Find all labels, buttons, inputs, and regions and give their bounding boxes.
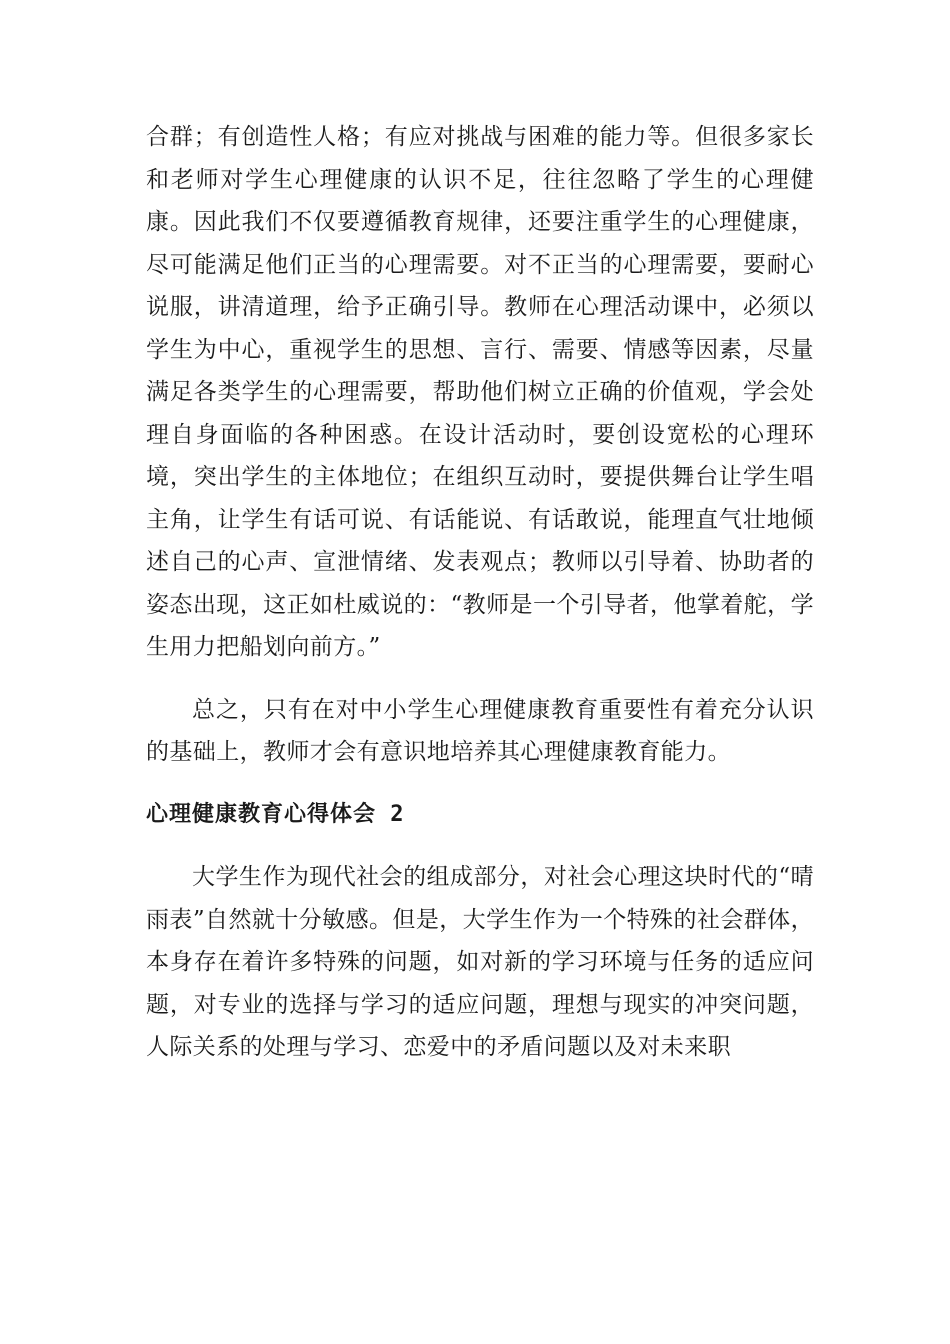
paragraph-conclusion: 总之，只有在对中小学生心理健康教育重要性有着充分认识的基础上，教师才会有意识地培养其心理健康教育能力。 xyxy=(146,696,814,765)
paragraph-section-intro: 大学生作为现代社会的组成部分，对社会心理这块时代的“晴雨表”自然就十分敏感。但是，大学生作为一个特殊的社会群体，本身存在着许多特殊的问题，如对新的学习环境与任务的适应问题，对专业的选择与学习的适应问题，理想与现实的冲突问题，人际关系的处理与学习、恋爱中的矛盾问题以及对未来职 xyxy=(146,864,814,1060)
document-body xyxy=(146,116,814,1069)
paragraph-continued: 合群；有创造性人格；有应对挑战与困难的能力等。但很多家长和老师对学生心理健康的认识不足，往往忽略了学生的心理健康。因此我们不仅要遵循教育规律，还要注重学生的心理健康，尽可能满足他们正当的心理需要。对不正当的心理需要，要耐心说服，讲清道理，给予正确引导。教师在心理活动课中，必须以学生为中心，重视学生的思想、言行、需要、情感等因素，尽量满足各类学生的心理需要，帮助他们树立正确的价值观，学会处理自身面临的各种困惑。在设计活动时，要创设宽松的心理环境，突出学生的主体地位；在组织互动时，要提供舞台让学生唱主角，让学生有话可说、有话能说、有话敢说，能理直气壮地倾述自己的心声、宣泄情绪、发表观点；教师以引导着、协助者的姿态出现，这正如杜威说的：“教师是一个引导者，他掌着舵，学生用力把船划向前方。” xyxy=(146,124,814,660)
section-heading: 心理健康教育心得体会 2 xyxy=(146,801,405,827)
